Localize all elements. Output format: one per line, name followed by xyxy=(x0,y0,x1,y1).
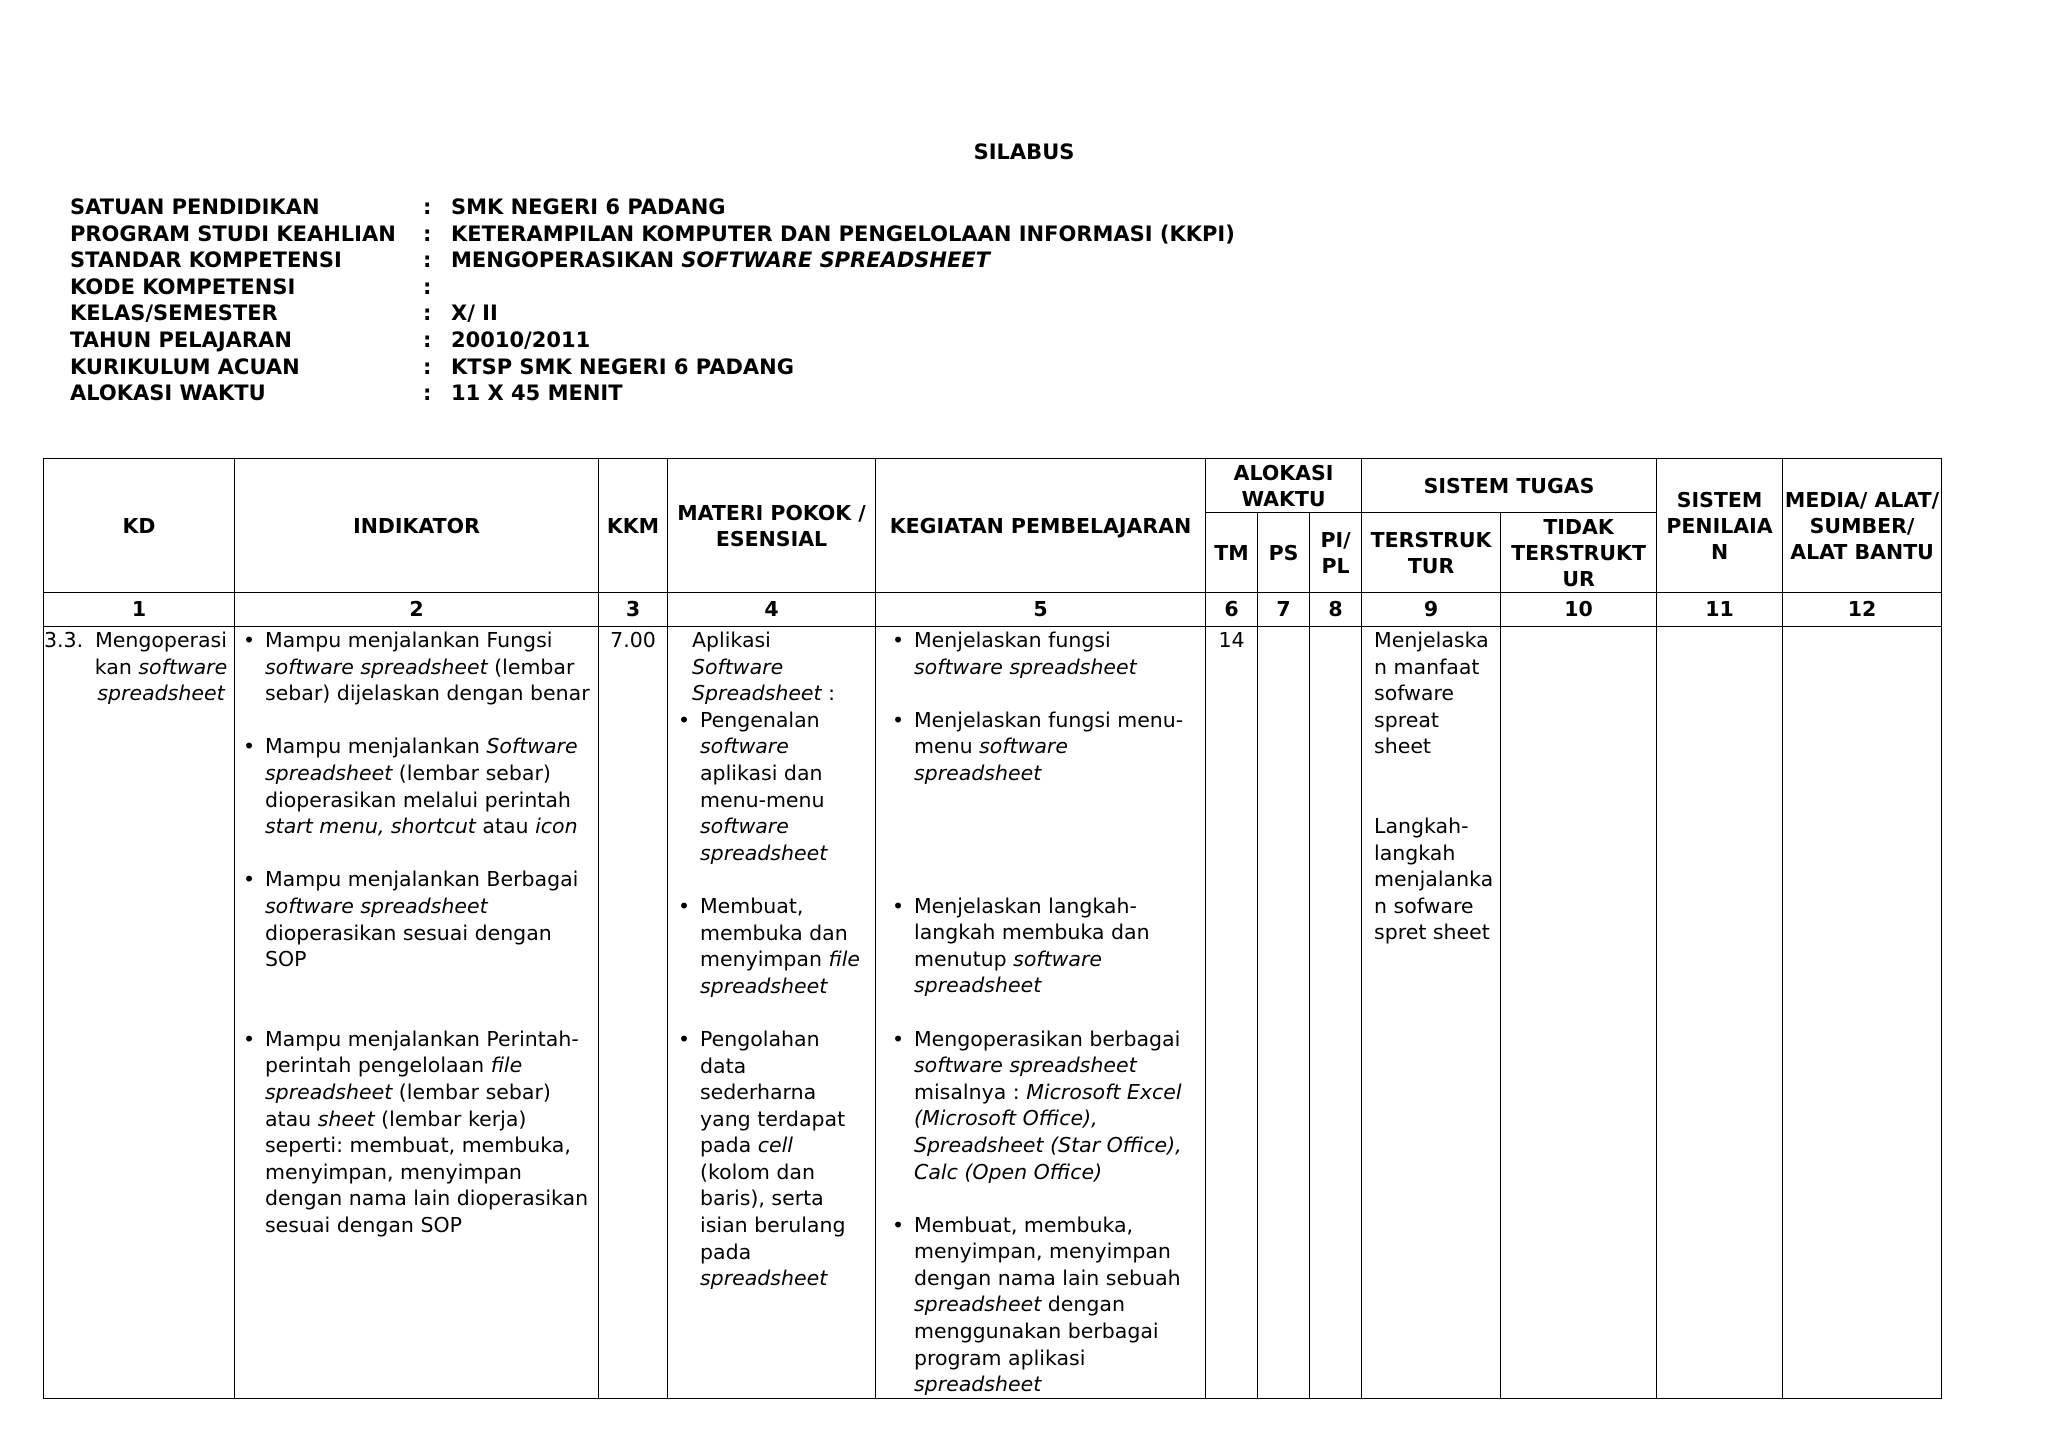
kegiatan-item: • Mengoperasikan berbagai software spreadsheet misalnya : Microsoft Excel (Microsoft Office), Spreadsheet (Star Office), Calc (Open Office) xyxy=(884,1026,1197,1186)
cell-kd xyxy=(44,627,235,1399)
info-colon: : xyxy=(423,274,432,299)
kd-text xyxy=(94,627,234,707)
col-number: 5 xyxy=(876,593,1206,627)
col-number: 3 xyxy=(599,593,668,627)
info-colon: : xyxy=(423,248,432,273)
info-label: SATUAN PENDIDIKAN xyxy=(70,195,320,219)
cell-kkm: 7.00 xyxy=(599,627,668,1399)
info-value-italic: SOFTWARE SPREADSHEET xyxy=(681,248,990,273)
materi-item: • Pengolahan data sederharna yang terdapat pada cell (kolom dan baris), serta isian berulang pada spreadsheet xyxy=(670,1026,865,1292)
info-row-alokasi xyxy=(70,380,1235,407)
info-value: X/ II xyxy=(451,301,498,326)
info-colon: : xyxy=(423,301,432,326)
cell-indikator xyxy=(235,627,599,1399)
cell-materi xyxy=(668,627,876,1399)
indikator-item: • Mampu menjalankan Berbagai software spreadsheet dioperasikan sesuai dengan SOP xyxy=(235,866,590,972)
header-kegiatan: KEGIATAN PEMBELAJARAN xyxy=(876,459,1206,593)
info-value: KTSP SMK NEGERI 6 PADANG xyxy=(451,354,794,379)
kegiatan-item: • Membuat, membuka, menyimpan, menyimpan dengan nama lain sebuah spreadsheet dengan menggunakan berbagai program aplikasi spreadsheet xyxy=(884,1212,1197,1398)
cell-tm: 14 xyxy=(1206,627,1258,1399)
info-row-kode xyxy=(70,274,1235,301)
header-materi: MATERI POKOK / ESENSIAL xyxy=(668,459,876,593)
cell-sistem-penilaian xyxy=(1657,627,1783,1399)
kegiatan-item: • Menjelaskan fungsi software spreadsheet xyxy=(884,627,1197,680)
header-sistem-tugas: SISTEM TUGAS xyxy=(1362,459,1657,513)
info-label: ALOKASI WAKTU xyxy=(70,381,266,406)
info-colon: : xyxy=(423,195,432,219)
indikator-item: • Mampu menjalankan Fungsi software spreadsheet (lembar sebar) dijelaskan dengan benar xyxy=(235,627,590,707)
info-row-satuan xyxy=(70,194,1235,221)
cell-ps xyxy=(1258,627,1310,1399)
col-number: 1 xyxy=(44,593,235,627)
col-number: 8 xyxy=(1310,593,1362,627)
info-label: STANDAR KOMPETENSI xyxy=(70,248,342,273)
table-row xyxy=(44,627,1942,1399)
info-label: KODE KOMPETENSI xyxy=(70,274,296,299)
info-value: 20010/2011 xyxy=(451,327,591,352)
kegiatan-item: • Menjelaskan fungsi menu-menu software spreadsheet xyxy=(884,707,1197,787)
info-row-tahun xyxy=(70,327,1235,354)
header-tm: TM xyxy=(1206,513,1258,593)
col-number: 2 xyxy=(235,593,599,627)
info-label: PROGRAM STUDI KEAHLIAN xyxy=(70,221,396,246)
header-alokasi: ALOKASI WAKTU xyxy=(1206,459,1362,513)
info-label: KELAS/SEMESTER xyxy=(70,301,278,326)
syllabus-info xyxy=(70,194,1235,407)
info-value: SMK NEGERI 6 PADANG xyxy=(451,195,726,219)
info-row-standar xyxy=(70,247,1235,274)
header-sistem-penilaian: SISTEM PENILAIA N xyxy=(1657,459,1783,593)
cell-tidak-terstruktur xyxy=(1501,627,1657,1399)
materi-item: • Pengenalan software aplikasi dan menu-menu software spreadsheet xyxy=(670,707,865,867)
col-number: 4 xyxy=(668,593,876,627)
header-terstruktur: TERSTRUK TUR xyxy=(1362,513,1501,593)
info-value: KETERAMPILAN KOMPUTER DAN PENGELOLAAN INFORMASI (KKPI) xyxy=(451,221,1235,246)
header-kkm: KKM xyxy=(599,459,668,593)
col-number: 6 xyxy=(1206,593,1258,627)
header-indikator: INDIKATOR xyxy=(235,459,599,593)
info-colon: : xyxy=(423,354,432,379)
info-colon: : xyxy=(423,327,432,352)
materi-intro: Aplikasi Software Spreadsheet : xyxy=(692,628,836,706)
terstruktur-item: Langkah-langkah menjalanka n sofware spret sheet xyxy=(1374,813,1494,945)
indikator-item: • Mampu menjalankan Software spreadsheet (lembar sebar) dioperasikan melalui perintah start menu, shortcut atau icon xyxy=(235,733,590,839)
info-value: 11 X 45 MENIT xyxy=(451,381,623,406)
kd-text-italic: software spreadsheet xyxy=(97,654,228,706)
info-colon: : xyxy=(423,221,432,246)
column-number-row xyxy=(44,593,1942,627)
cell-pipl xyxy=(1310,627,1362,1399)
col-number: 9 xyxy=(1362,593,1501,627)
materi-item: • Membuat, membuka dan menyimpan file spreadsheet xyxy=(670,893,865,999)
page-title: SILABUS xyxy=(973,140,1075,164)
info-row-program xyxy=(70,221,1235,248)
cell-terstruktur xyxy=(1362,627,1501,1399)
info-colon: : xyxy=(423,381,432,406)
header-pipl: PI/ PL xyxy=(1310,513,1362,593)
header-kd: KD xyxy=(44,459,235,593)
header-ps: PS xyxy=(1258,513,1310,593)
info-row-kurikulum xyxy=(70,354,1235,381)
indikator-item: • Mampu menjalankan Perintah-perintah pengelolaan file spreadsheet (lembar sebar) atau sheet (lembar kerja) seperti: membuat, membuka, menyimpan, menyimpan dengan nama lain dioperasikan sesuai dengan SOP xyxy=(235,1026,590,1239)
info-value-prefix: MENGOPERASIKAN xyxy=(451,248,675,273)
cell-media xyxy=(1783,627,1942,1399)
header-media: MEDIA/ ALAT/ SUMBER/ ALAT BANTU xyxy=(1783,459,1942,593)
col-number: 11 xyxy=(1657,593,1783,627)
col-number: 12 xyxy=(1783,593,1942,627)
terstruktur-item: Menjelaska n manfaat sofware spreat sheet xyxy=(1374,628,1489,759)
kegiatan-item: • Menjelaskan langkah-langkah membuka dan menutup software spreadsheet xyxy=(884,893,1197,999)
col-number: 10 xyxy=(1501,593,1657,627)
cell-kegiatan xyxy=(876,627,1206,1399)
info-value xyxy=(451,248,990,272)
syllabus-table xyxy=(43,458,1942,1399)
kd-text-plain: Mengoperasi kan xyxy=(94,628,227,679)
info-label: KURIKULUM ACUAN xyxy=(70,354,300,379)
col-number: 7 xyxy=(1258,593,1310,627)
kd-number: 3.3. xyxy=(44,628,84,652)
info-row-kelas xyxy=(70,300,1235,327)
header-tidak-terstruktur: TIDAK TERSTRUKT UR xyxy=(1501,513,1657,593)
info-label: TAHUN PELAJARAN xyxy=(70,327,292,352)
